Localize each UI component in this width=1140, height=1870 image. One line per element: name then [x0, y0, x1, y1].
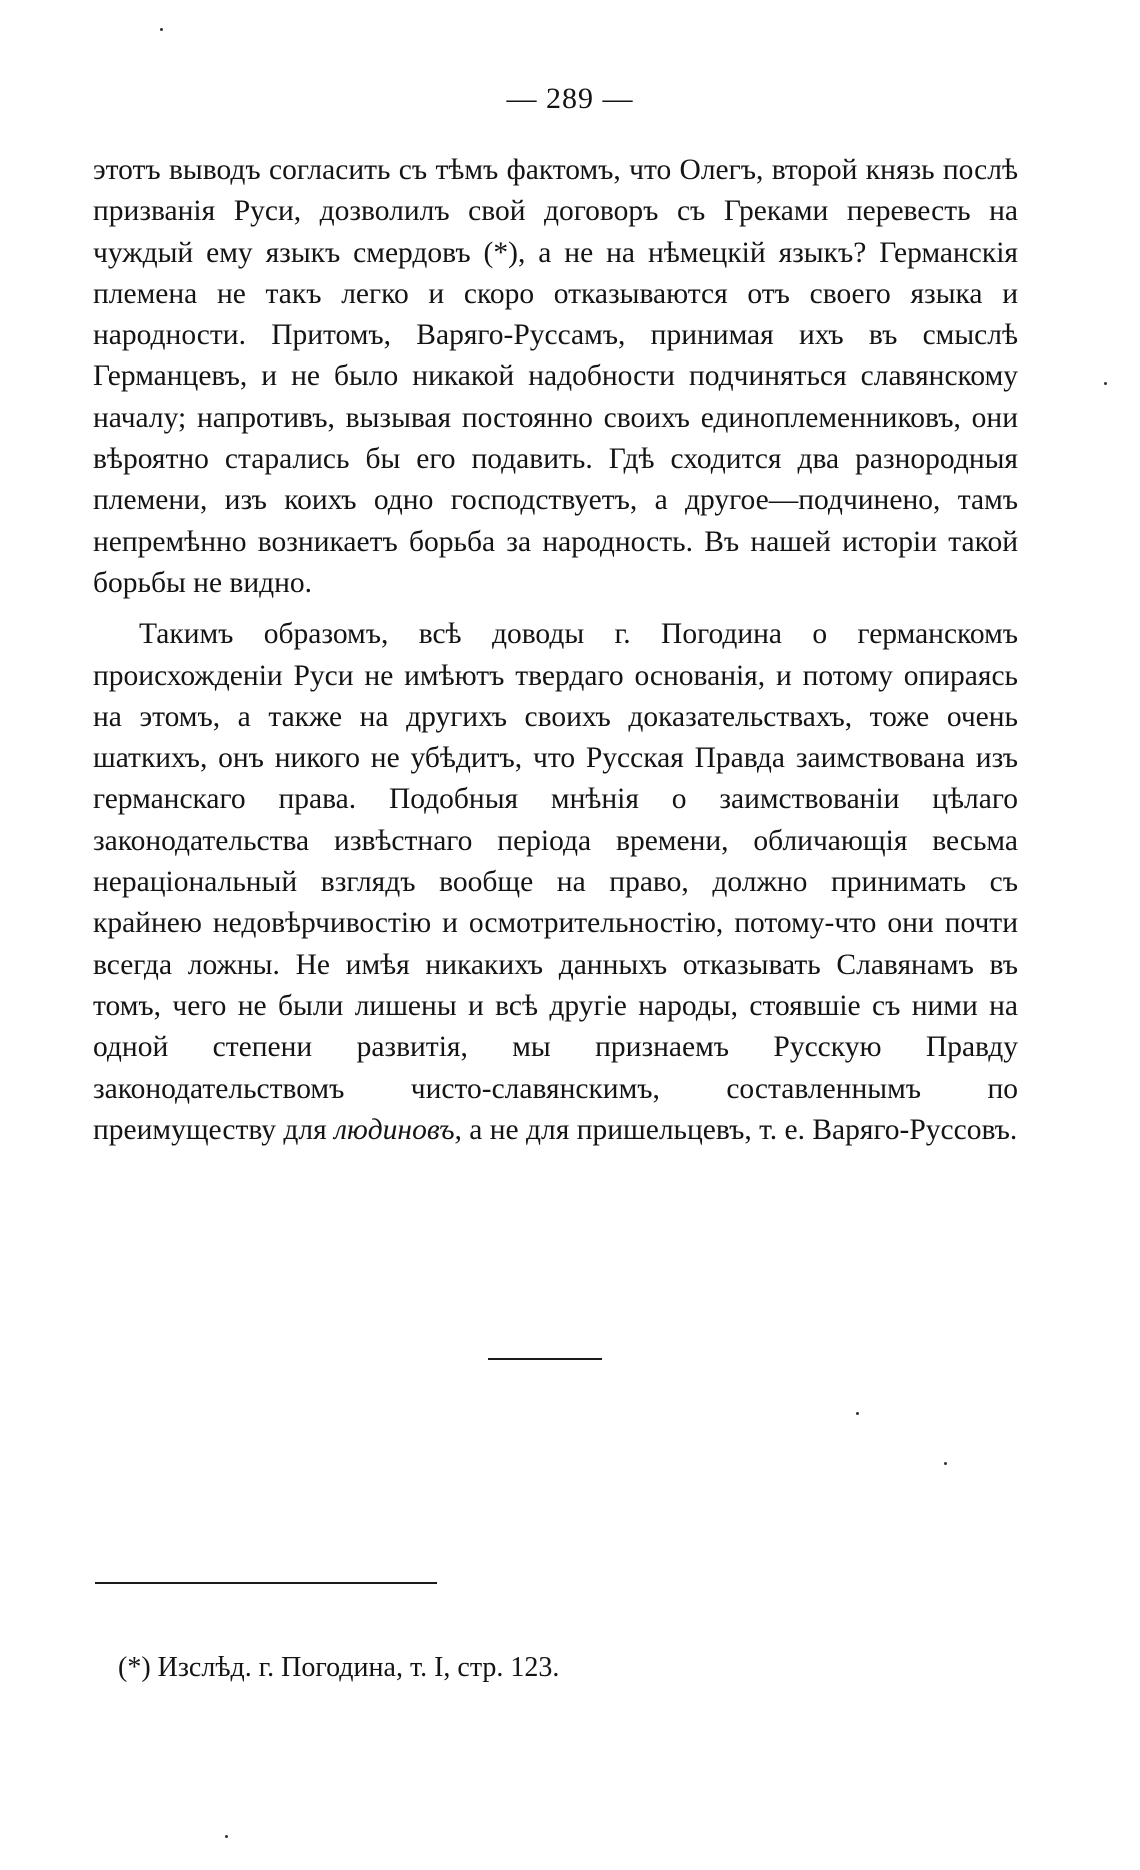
print-speck — [225, 1835, 228, 1838]
print-speck — [160, 28, 163, 31]
footnote: (*) Изслѣд. г. Погодина, т. I, стр. 123. — [118, 1652, 560, 1683]
paragraph-2-end: а не для пришельцевъ, т. е. Варяго-Руссовъ. — [469, 1113, 1018, 1146]
print-speck — [1104, 382, 1107, 385]
body-text — [93, 150, 1018, 1151]
paragraph-2-italic-word: людиновъ, — [334, 1113, 462, 1146]
paragraph-2-start: Такимъ образомъ, всѣ доводы г. Погодина о германскомъ происхожденіи Руси не имѣютъ твердаго основанія, и потому опираясь на этомъ, а также на другихъ своихъ доказательствахъ, тоже очень шаткихъ, онъ никого не убѣдитъ, что Русская Правда заимствована изъ германскаго права. Подобныя мнѣнія о заимствованіи цѣлаго законодательства извѣстнаго періода времени, обличающія весьма нераціональный взглядъ вообще на право, должно принимать съ крайнею недовѣрчивостію и осмотрительностію, потому-что они почти всегда ложны. Не имѣя никакихъ данныхъ отказывать Славянамъ въ томъ, чего не были лишены и всѣ другіе народы, стоявшіе съ ними на одной степени развитія, мы признаемъ Русскую Правду законодательствомъ чисто-славянскимъ, составленнымъ по преимуществу для — [93, 618, 1018, 1146]
print-speck — [944, 1462, 947, 1465]
paragraph-1: этотъ выводъ согласить съ тѣмъ фактомъ, что Олегъ, второй князь послѣ призванія Руси, дозволилъ свой договоръ съ Греками перевесть на чуждый ему языкъ смердовъ (*), а не на нѣмецкій языкъ? Германскія племена не такъ легко и скоро отказываются отъ своего языка и народности. Притомъ, Варяго-Руссамъ, принимая ихъ въ смыслѣ Германцевъ, и не было никакой надобности подчиняться славянскому началу; напротивъ, вызывая постоянно своихъ единоплеменниковъ, они вѣроятно старались бы его подавить. Гдѣ сходится два разнородныя племени, изъ коихъ одно господствуетъ, а другое—подчинено, тамъ непремѣнно возникаетъ борьба за народность. Въ нашей исторіи такой борьбы не видно. — [93, 154, 1018, 599]
section-end-rule — [488, 1358, 602, 1360]
print-speck — [856, 1412, 859, 1415]
page-number: — 289 — — [506, 82, 634, 115]
paragraph-2 — [93, 614, 1018, 1151]
footnote-rule — [95, 1582, 437, 1584]
